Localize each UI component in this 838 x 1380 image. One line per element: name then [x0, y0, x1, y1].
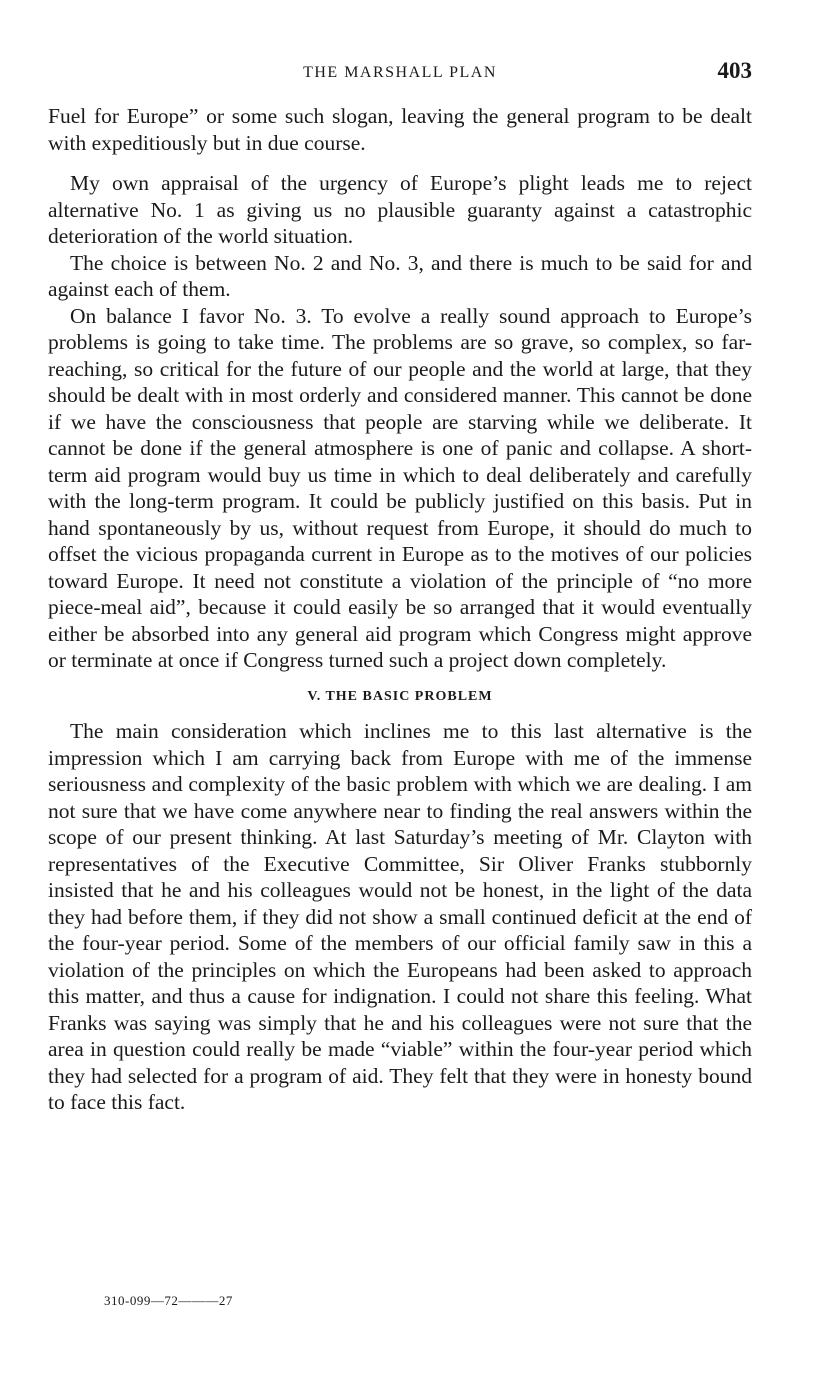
paragraph: The main consideration which inclines me to this last alternative is the impression which I am carrying back from Europe with me of the immense seriousness and complexity of the basic problem with which we are dealing. I am not sure that we have come anywhere near to finding the real answers within the scope of our present thinking. At last Saturday’s meeting of Mr. Clayton with representatives of the Executive Committee, Sir Oliver Franks stubbornly insisted that he and his colleagues would not be honest, in the light of the data they had before them, if they did not show a small continued deficit at the end of the four-year period. Some of the members of our official family saw in this a violation of the principles on which the Europeans had been asked to approach this matter, and thus a cause for indignation. I could not share this feeling. What Franks was saying was simply that he and his colleagues were not sure that the area in question could really be made “viable” within the four-year period which they had selected for a program of aid. They felt that they were in honesty bound to face this fact.: [48, 719, 752, 1114]
running-title: THE MARSHALL PLAN: [303, 64, 497, 81]
running-head: [48, 58, 752, 88]
printer-mark: 310-099—72———27: [104, 1293, 233, 1308]
body-text: [48, 103, 752, 1116]
page-number: 403: [717, 58, 752, 83]
paragraph: My own appraisal of the urgency of Europe’s plight leads me to reject alternative No. 1 as giving us no plausible guaranty against a catastrophic deterioration of the world situation.: [48, 171, 752, 248]
document-page: [48, 0, 752, 1380]
paragraph-continued: Fuel for Europe” or some such slogan, leaving the general program to be dealt with expeditiously but in due course.: [48, 104, 752, 155]
section-heading: V. THE BASIC PROBLEM: [307, 688, 493, 704]
paragraph: On balance I favor No. 3. To evolve a really sound approach to Europe’s problems is going to take time. The problems are so grave, so complex, so far-reaching, so critical for the future of our people and the world at large, that they should be dealt with in most orderly and considered manner. This cannot be done if we have the consciousness that people are starving while we deliberate. It cannot be done if the general atmosphere is one of panic and collapse. A short-term aid program would buy us time in which to deal deliberately and carefully with the long-term program. It could be publicly justified on this basis. Put in hand spontaneously by us, without request from Europe, it should do much to offset the vicious propaganda current in Europe as to the motives of our policies toward Europe. It need not constitute a violation of the principle of “no more piece-meal aid”, because it could easily be so arranged that it would eventually either be absorbed into any general aid program which Congress might approve or terminate at once if Congress turned such a project down completely.: [48, 303, 752, 672]
paragraph: The choice is between No. 2 and No. 3, and there is much to be said for and against each of them.: [48, 250, 752, 301]
